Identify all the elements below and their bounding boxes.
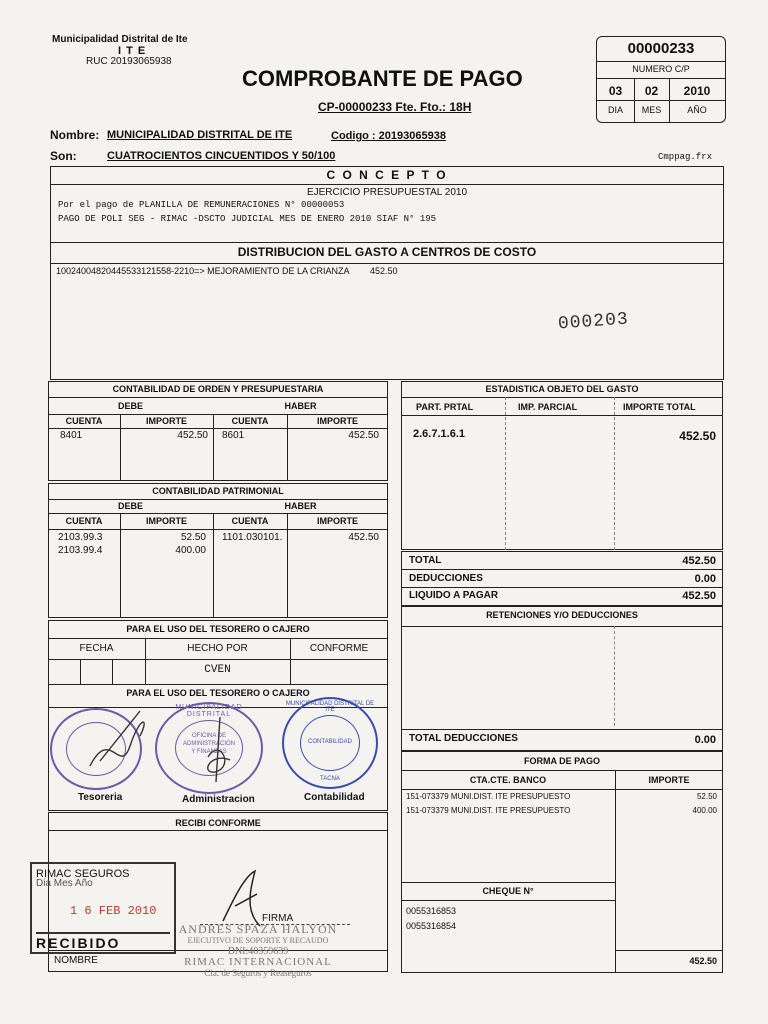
deducciones-value: 0.00: [694, 573, 716, 585]
tesorero-title: PARA EL USO DEL TESORERO O CAJERO: [126, 624, 310, 634]
contab-patrimonial-debe-cuenta-1: 2103.99.3: [58, 532, 103, 543]
agent-stamp-company-2: Cia. de Seguros y Reaseguros: [204, 968, 312, 978]
voucher-number: 00000233: [627, 40, 695, 57]
contab-patrimonial-haber-cuenta: 1101.030101.: [222, 532, 283, 543]
forma-pago-total: 452.50: [689, 956, 717, 966]
tesorero-hecho-por-value: CVEN: [204, 664, 231, 676]
agent-stamp-dni: DNI:40359639: [227, 946, 289, 957]
recibi-title: RECIBI CONFORME: [175, 818, 261, 828]
tesorero-hecho-por-h: HECHO POR: [187, 643, 248, 654]
received-stamp-company: RIMAC SEGUROS: [36, 868, 130, 880]
contab-patrimonial-debe: DEBE: [117, 501, 143, 511]
date-month: 02: [644, 84, 659, 98]
estadistica-partida: 2.6.7.1.6.1: [413, 428, 465, 440]
contab-orden-debe-importe-h: IMPORTE: [145, 416, 187, 426]
son-label: Son:: [50, 149, 77, 163]
contab-patrimonial-debe-importe-2: 400.00: [175, 545, 206, 556]
contabilidad-seal-icon: [282, 697, 378, 789]
document-title: COMPROBANTE DE PAGO: [242, 66, 523, 91]
liquido-label: LIQUIDO A PAGAR: [409, 590, 499, 601]
agent-stamp: [168, 924, 348, 979]
cheque-label: CHEQUE N°: [482, 886, 534, 896]
contab-patrimonial-haber-cuenta-h: CUENTA: [231, 516, 269, 526]
contab-seal-bottom: TACNA: [320, 776, 340, 782]
tesoreria-signature-icon: [60, 706, 160, 786]
date-month-label: MES: [641, 105, 662, 115]
document-subtitle: CP-00000233 Fte. Fto.: 18H: [318, 100, 472, 114]
contab-orden-haber-importe: 452.50: [348, 430, 379, 441]
sig-contabilidad-label: Contabilidad: [304, 792, 365, 803]
admin-seal-top: MUNICIPALIDAD DISTRITAL: [175, 704, 243, 718]
contab-orden-debe: DEBE: [117, 401, 143, 411]
estadistica-importe-total: 452.50: [679, 429, 716, 443]
distribucion-title: DISTRIBUCION DEL GASTO A CENTROS DE COSTO: [237, 245, 537, 259]
contab-orden-haber-importe-h: IMPORTE: [316, 416, 358, 426]
nombre-value: MUNICIPALIDAD DISTRITAL DE ITE: [107, 129, 293, 141]
contab-seal-top: MUNICIPALIDAD DISTRITAL DE ITE: [285, 701, 375, 713]
cheque-1: 0055316853: [406, 906, 457, 916]
concepto-line-2: PAGO DE POLI SEG - RIMAC -DSCTO JUDICIAL MES DE ENERO 2010 SIAF N° 195: [58, 214, 437, 224]
total-deducciones-label: TOTAL DEDUCCIONES: [409, 733, 518, 744]
forma-pago-col-importe: IMPORTE: [648, 775, 690, 785]
contab-patrimonial-debe-importe-h: IMPORTE: [145, 516, 187, 526]
contab-orden-debe-cuenta: 8401: [60, 430, 83, 441]
forma-pago-title: FORMA DE PAGO: [524, 756, 600, 766]
liquido-value: 452.50: [682, 590, 716, 602]
estadistica-col3: IMPORTE TOTAL: [623, 402, 696, 412]
forma-pago-row2-importe: 400.00: [692, 806, 717, 815]
contab-orden-debe-cuenta-h: CUENTA: [65, 416, 103, 426]
estadistica-title: ESTADISTICA OBJETO DEL GASTO: [485, 384, 639, 394]
cheque-2: 0055316854: [406, 921, 457, 931]
form-code: Cmppag.frx: [658, 152, 713, 162]
admin-seal-mid-1: OFICINA DE: [191, 733, 226, 739]
received-stamp-dia-mes: Dia Mes Año: [36, 878, 93, 889]
estadistica-col2: IMP. PARCIAL: [518, 402, 578, 412]
agent-stamp-company: RIMAC INTERNACIONAL: [184, 956, 332, 968]
org-short: I T E: [118, 45, 147, 57]
concepto-line-1: Por el pago de PLANILLA DE REMUNERACIONES N° 00000053: [58, 200, 345, 210]
codigo-value: Codigo : 20193065938: [331, 130, 446, 142]
administracion-signature-icon: [190, 712, 250, 792]
org-name: Municipalidad Distrital de Ite: [52, 34, 188, 45]
contab-patrimonial-haber-importe-h: IMPORTE: [316, 516, 358, 526]
contab-orden-haber-cuenta: 8601: [222, 430, 245, 441]
contab-orden-debe-importe: 452.50: [177, 430, 208, 441]
estadistica-col1: PART. PRTAL: [416, 402, 474, 412]
contab-patrimonial-title: CONTABILIDAD PATRIMONIAL: [152, 486, 284, 496]
contab-orden-haber: HABER: [284, 401, 317, 411]
contab-orden-haber-cuenta-h: CUENTA: [231, 416, 269, 426]
received-stamp-label: RECIBIDO: [36, 932, 170, 951]
forma-pago-row2-cta: 151-073379 MUNI.DIST. ITE PRESUPUESTO: [406, 806, 571, 815]
admin-seal-mid-2: ADMINISTRACION: [182, 741, 235, 747]
tesorero-conforme-h: CONFORME: [309, 643, 369, 654]
date-year-label: AÑO: [687, 105, 707, 115]
contab-orden-title: CONTABILIDAD DE ORDEN Y PRESUPUESTARIA: [112, 384, 324, 394]
forma-pago-col-cta: CTA.CTE. BANCO: [469, 775, 547, 785]
agent-stamp-role: EJECUTIVO DE SOPORTE Y RECAUDO: [187, 936, 329, 945]
date-year: 2010: [683, 84, 711, 98]
contab-patrimonial-haber-importe: 452.50: [348, 532, 379, 543]
nombre-label: Nombre:: [50, 128, 100, 142]
distribucion-line: 10024004820445533121558-2210=> MEJORAMIENTO DE LA CRIANZA: [56, 266, 350, 276]
total-label: TOTAL: [409, 555, 442, 566]
agent-stamp-name: ANDRES SPAZA HALYON: [178, 922, 338, 936]
tesorero-title-2: PARA EL USO DEL TESORERO O CAJERO: [126, 688, 310, 698]
sig-tesoreria-label: Tesoreria: [78, 792, 123, 803]
number-date-box: [596, 36, 726, 123]
sig-administracion-label: Administracion: [182, 794, 255, 805]
recibi-firma: FIRMA: [262, 913, 294, 924]
deducciones-label: DEDUCCIONES: [409, 573, 483, 584]
numbering-stamp: 000203: [557, 309, 630, 335]
date-day-label: DIA: [607, 105, 623, 115]
received-stamp-date: 1 6 FEB 2010: [70, 904, 157, 918]
contab-patrimonial-debe-cuenta-h: CUENTA: [65, 516, 103, 526]
total-value: 452.50: [682, 555, 716, 567]
date-day: 03: [608, 84, 623, 98]
concepto-title: C O N C E P T O: [326, 168, 448, 182]
retenciones-title: RETENCIONES Y/O DEDUCCIONES: [486, 610, 638, 620]
distribucion-amount: 452.50: [370, 266, 398, 276]
forma-pago-row1-importe: 52.50: [696, 792, 717, 801]
received-stamp: [30, 862, 176, 954]
recibi-nombre: NOMBRE: [54, 955, 98, 966]
son-value: CUATROCIENTOS CINCUENTIDOS Y 50/100: [107, 150, 336, 162]
tesorero-fecha-h: FECHA: [79, 643, 114, 654]
contab-patrimonial-debe-importe-1: 52.50: [180, 532, 206, 543]
contab-patrimonial-haber: HABER: [284, 501, 317, 511]
admin-seal-mid-3: Y FINANZAS: [191, 749, 227, 755]
contab-patrimonial-debe-cuenta-2: 2103.99.4: [58, 545, 103, 556]
forma-pago-row1-cta: 151-073379 MUNI.DIST. ITE PRESUPUESTO: [406, 792, 571, 801]
contab-seal-mid: CONTABILIDAD: [308, 739, 352, 745]
voucher-number-label: NUMERO C/P: [632, 64, 690, 74]
org-ruc: RUC 20193065938: [86, 56, 172, 67]
total-deducciones-value: 0.00: [694, 734, 716, 746]
concepto-ejercicio: EJERCICIO PRESUPUESTAL 2010: [306, 187, 468, 198]
